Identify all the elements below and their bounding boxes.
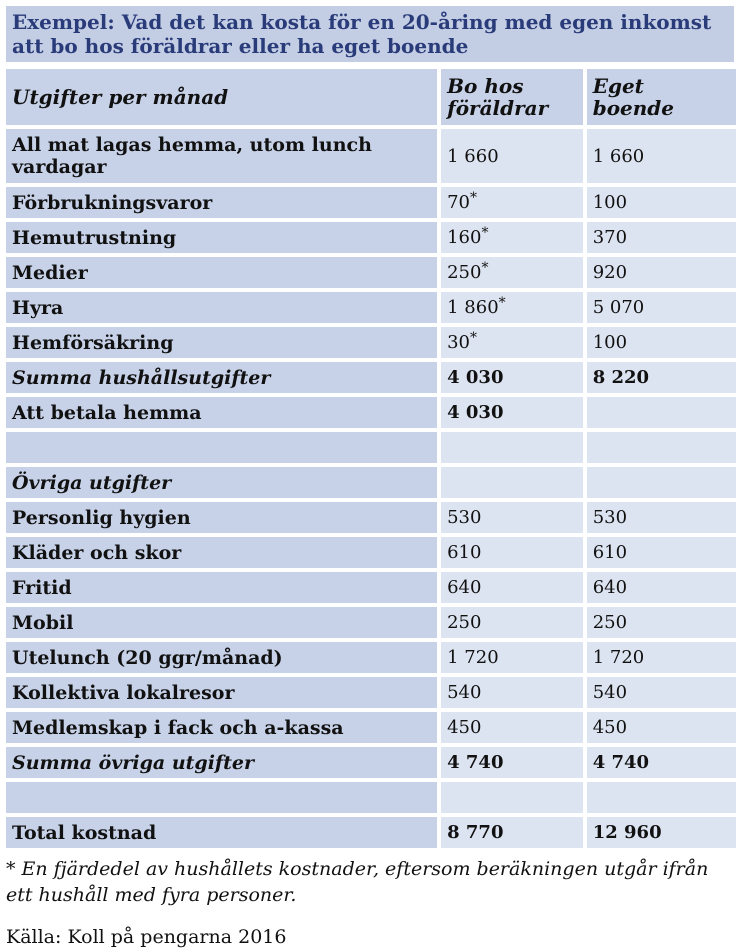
value-own-home — [587, 467, 736, 498]
row-label: Fritid — [6, 572, 437, 603]
header-expenses: Utgifter per månad — [6, 69, 437, 125]
value-own-home: 8 220 — [587, 362, 736, 393]
row-label: Mobil — [6, 607, 437, 638]
value-live-with-parents — [441, 129, 583, 183]
value-live-with-parents — [441, 502, 583, 533]
row-label: Personlig hygien — [6, 502, 437, 533]
value-own-home: 100 — [587, 187, 736, 218]
value-own-home: 450 — [587, 712, 736, 743]
value-text: 450 — [447, 717, 482, 738]
value-live-with-parents — [441, 537, 583, 568]
value-live-with-parents — [441, 677, 583, 708]
value-text: 4 030 — [447, 367, 504, 388]
table-row — [6, 642, 736, 673]
table-row — [6, 677, 736, 708]
value-own-home: 1 720 — [587, 642, 736, 673]
row-label: Utelunch (20 ggr/månad) — [6, 642, 437, 673]
table-row — [6, 292, 736, 323]
row-label: Hyra — [6, 292, 437, 323]
table-row — [6, 397, 736, 428]
table-row — [6, 502, 736, 533]
value-text: 1 660 — [447, 145, 499, 167]
value-own-home: 370 — [587, 222, 736, 253]
row-label: Förbrukningsvaror — [6, 187, 437, 218]
source-note: Källa: Koll på pengarna 2016 — [6, 926, 287, 948]
header-own-home: Eget boende — [587, 69, 736, 125]
value-own-home — [587, 782, 736, 813]
value-own-home: 4 740 — [587, 747, 736, 778]
value-text: 530 — [447, 507, 482, 528]
value-live-with-parents — [441, 467, 583, 498]
row-label: Summa hushållsutgifter — [6, 362, 437, 393]
value-live-with-parents — [441, 432, 583, 463]
table-row — [6, 222, 736, 253]
value-live-with-parents — [441, 257, 583, 288]
row-label: Hemförsäkring — [6, 327, 437, 358]
value-own-home: 1 660 — [587, 129, 736, 183]
footnote-marker: * — [481, 260, 489, 276]
row-label — [6, 782, 437, 813]
value-live-with-parents — [441, 362, 583, 393]
value-live-with-parents — [441, 607, 583, 638]
table-row — [6, 537, 736, 568]
table-row — [6, 782, 736, 813]
value-text: 540 — [447, 682, 482, 703]
value-live-with-parents — [441, 292, 583, 323]
footnote-marker: * — [498, 295, 506, 311]
row-label: Att betala hemma — [6, 397, 437, 428]
row-label — [6, 432, 437, 463]
value-own-home: 540 — [587, 677, 736, 708]
row-label: Medlemskap i fack och a-kassa — [6, 712, 437, 743]
table-row — [6, 362, 736, 393]
value-text: 640 — [447, 577, 482, 598]
value-live-with-parents — [441, 782, 583, 813]
value-text: 610 — [447, 542, 482, 563]
cost-table — [2, 65, 740, 852]
value-text: 4 740 — [447, 752, 504, 773]
value-text: 250 — [447, 262, 482, 283]
value-live-with-parents — [441, 327, 583, 358]
row-label: Total kostnad — [6, 817, 437, 848]
value-own-home: 5 070 — [587, 292, 736, 323]
value-text: 250 — [447, 612, 482, 633]
row-label: Kollektiva lokalresor — [6, 677, 437, 708]
value-text: 70 — [447, 192, 471, 213]
header-live-with-parents: Bo hos föräldrar — [441, 69, 583, 125]
value-live-with-parents — [441, 642, 583, 673]
table-row — [6, 572, 736, 603]
value-text: 30 — [447, 332, 471, 353]
table-row — [6, 129, 736, 183]
row-label: Övriga utgifter — [6, 467, 437, 498]
value-live-with-parents — [441, 572, 583, 603]
table-row — [6, 817, 736, 848]
value-text: 8 770 — [447, 822, 504, 843]
row-label: Hemutrustning — [6, 222, 437, 253]
value-own-home: 100 — [587, 327, 736, 358]
value-live-with-parents — [441, 397, 583, 428]
footnote: * En fjärdedel av hushållets kostnader, eftersom beräkningen utgår ifrån ett hushåll med fyra personer. — [6, 858, 709, 906]
value-live-with-parents — [441, 817, 583, 848]
table-caption: Exempel: Vad det kan kosta för en 20-åring med egen inkomst att bo hos föräldrar eller ha eget boende — [6, 6, 734, 62]
row-label: All mat lagas hemma, utom lunch vardagar — [6, 129, 437, 183]
table-row — [6, 607, 736, 638]
value-own-home: 530 — [587, 502, 736, 533]
value-text: 160 — [447, 227, 482, 248]
footnote-marker: * — [481, 225, 489, 241]
value-own-home: 610 — [587, 537, 736, 568]
table-row — [6, 747, 736, 778]
table-row — [6, 712, 736, 743]
value-own-home — [587, 432, 736, 463]
value-text: 4 030 — [447, 402, 504, 423]
value-live-with-parents — [441, 222, 583, 253]
value-live-with-parents — [441, 747, 583, 778]
table-row — [6, 257, 736, 288]
row-label: Medier — [6, 257, 437, 288]
value-own-home: 640 — [587, 572, 736, 603]
table-row — [6, 432, 736, 463]
table-header-row — [6, 69, 736, 125]
table-row — [6, 327, 736, 358]
table-row — [6, 467, 736, 498]
footnote-marker: * — [470, 190, 478, 206]
value-own-home: 920 — [587, 257, 736, 288]
row-label: Summa övriga utgifter — [6, 747, 437, 778]
footnote-marker: * — [470, 330, 478, 346]
value-own-home — [587, 397, 736, 428]
value-text: 1 720 — [447, 647, 499, 668]
value-own-home: 250 — [587, 607, 736, 638]
value-live-with-parents — [441, 712, 583, 743]
value-text: 1 860 — [447, 297, 499, 318]
row-label: Kläder och skor — [6, 537, 437, 568]
value-own-home: 12 960 — [587, 817, 736, 848]
value-live-with-parents — [441, 187, 583, 218]
table-row — [6, 187, 736, 218]
